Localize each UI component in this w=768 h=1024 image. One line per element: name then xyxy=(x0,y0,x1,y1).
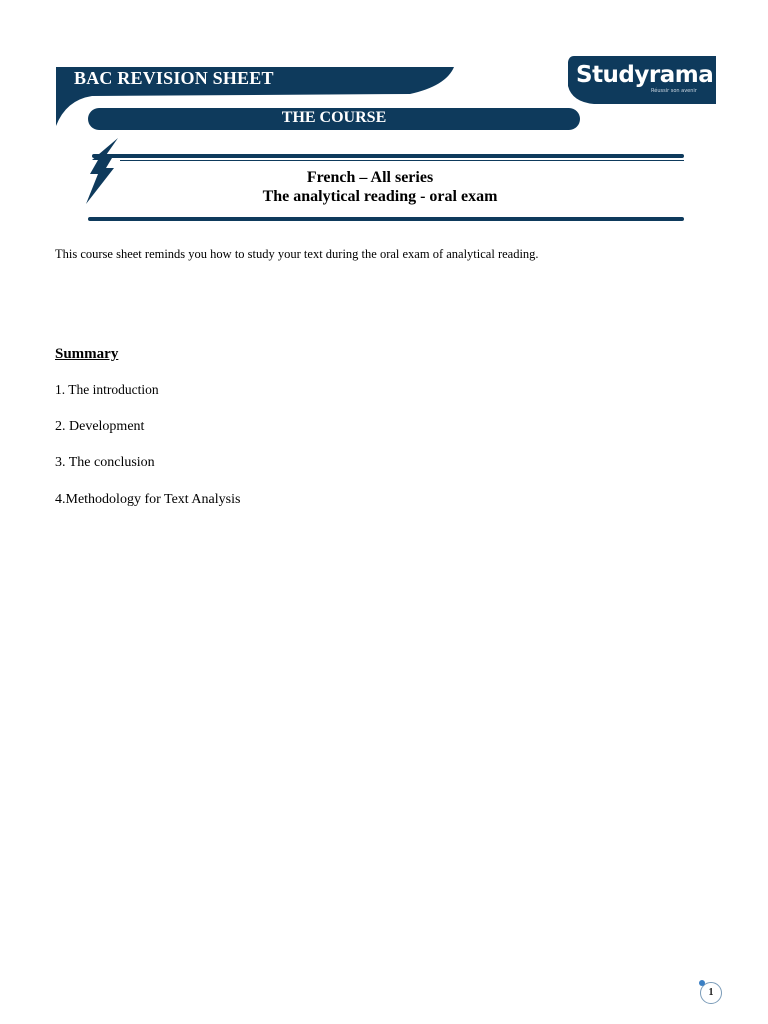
bottom-rule xyxy=(88,217,684,221)
intro-paragraph: This course sheet reminds you how to study your text during the oral exam of analytical reading. xyxy=(55,247,539,261)
course-label: THE COURSE xyxy=(281,109,387,126)
summary-item-conclusion: 3. The conclusion xyxy=(55,455,155,470)
lightning-bolt-icon xyxy=(84,138,124,208)
summary-item-introduction: 1. The introduction xyxy=(55,382,159,397)
summary-item-methodology: 4.Methodology for Text Analysis xyxy=(55,491,241,507)
subject-title: French – All series xyxy=(306,169,434,186)
top-rule xyxy=(92,154,684,158)
summary-heading: Summary xyxy=(55,346,119,362)
studyrama-logo: Studyrama xyxy=(576,62,714,88)
page-badge-dot xyxy=(699,980,705,986)
document-subtitle: The analytical reading - oral exam xyxy=(262,188,498,205)
page-number-badge: 1 xyxy=(700,982,722,1004)
summary-list xyxy=(55,381,240,527)
summary-item-development: 2. Development xyxy=(55,418,145,434)
banner-title: BAC REVISION SHEET xyxy=(74,68,274,88)
logo-tagline: Réussir son avenir xyxy=(651,88,697,94)
